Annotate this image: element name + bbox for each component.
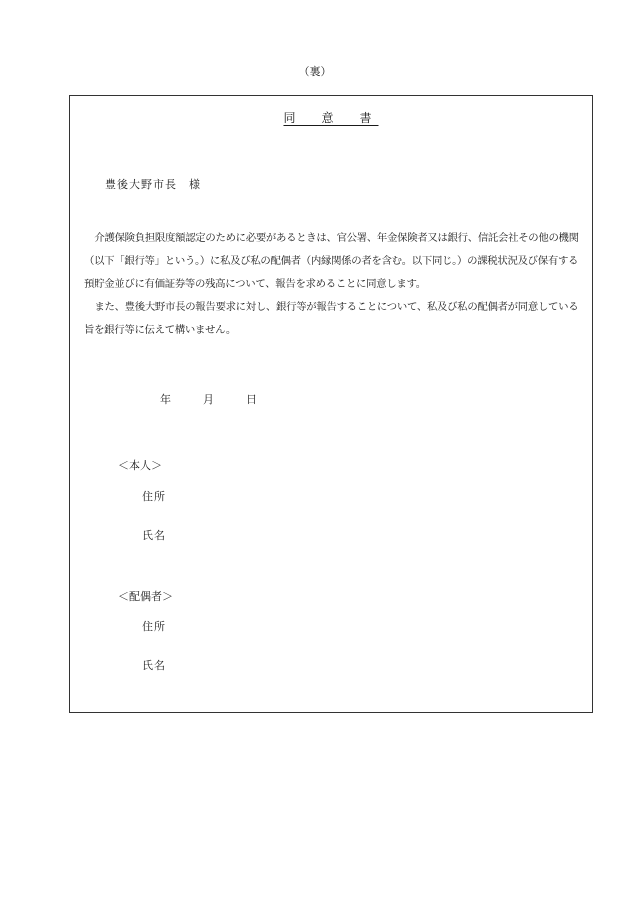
document-title-row [70, 109, 592, 126]
date-day-label: 日 [246, 393, 257, 406]
self-name-label: 氏名 [142, 529, 166, 542]
page-side-label: （裏） [298, 65, 332, 78]
consent-paragraph-2: また、豊後大野市長の報告要求に対し、銀行等が報告することについて、私及び私の配偶者が同意している旨を銀行等に伝えて構いません。 [84, 301, 579, 336]
date-year-label: 年 [160, 393, 171, 406]
spouse-name-label: 氏名 [142, 659, 166, 672]
self-section-label: ＜本人＞ [118, 459, 162, 472]
spouse-address-label: 住所 [142, 620, 166, 633]
self-address-label: 住所 [142, 490, 166, 503]
consent-body [84, 227, 583, 342]
consent-form [69, 95, 593, 713]
consent-paragraph-1: 介護保険負担限度額認定のために必要があるときは、官公署、年金保険者又は銀行、信託会社その他の機関（以下「銀行等」という。）に私及び私の配偶者（内縁関係の者を含む。以下同じ。）の課税状況及び保有する預貯金並びに有価証券等の残高について、報告を求めることに同意します。 [84, 232, 579, 290]
addressee: 豊後大野市長 様 [105, 178, 201, 191]
spouse-section-label: ＜配偶者＞ [118, 590, 173, 603]
date-month-label: 月 [203, 393, 214, 406]
document-title: 同 意 書 [283, 111, 379, 125]
